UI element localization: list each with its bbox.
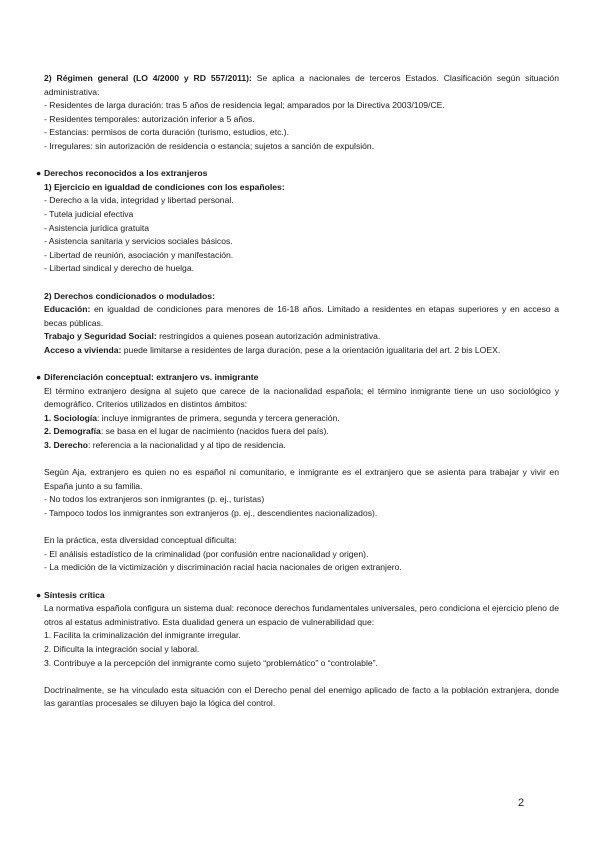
list-item: - No todos los extranjeros son inmigrantes (p. ej., turistas) xyxy=(44,494,265,505)
criterio-demografia xyxy=(44,425,559,439)
term-label: 1. Sociología xyxy=(44,412,98,423)
term-text: restringidos a quienes posean autorización administrativa. xyxy=(156,331,381,342)
diferenciacion-intro: El término extranjero designa al sujeto que carece de la nacionalidad española; el término inmigrante tiene un uso sociológico y demográfico. Criterios utilizados en distintos ámbitos: xyxy=(44,385,559,410)
list-item: - La medición de la victimización y discriminación racial hacia nacionales de origen extranjero. xyxy=(44,562,402,573)
doctrina-paragraph: Doctrinalmente, se ha vinculado esta situación con el Derecho penal del enemigo aplicado de facto a la población extranjera, donde las garantías procesales se diluyen bajo la lógica del control. xyxy=(44,684,559,709)
list-item: 1. Facilita la criminalización del inmigrante irregular. xyxy=(44,630,241,641)
list-item: - Derecho a la vida, integridad y libertad personal. xyxy=(44,195,234,206)
criterio-sociologia xyxy=(44,412,559,426)
section-heading-text: Derechos reconocidos a los extranjeros xyxy=(44,168,208,179)
list-item: - Tampoco todos los inmigrantes son extranjeros (p. ej., descendientes nacionalizados). xyxy=(44,508,378,518)
list-item: - Libertad sindical y derecho de huelga. xyxy=(44,263,195,274)
regimen-text: Se aplica a nacionales de terceros Estados. Clasificación según situación administrativa: xyxy=(44,73,559,97)
list-item: - Tutela judicial efectiva xyxy=(44,208,134,219)
subheading-condicionados xyxy=(44,290,559,304)
list-item: - Residentes de larga duración: tras 5 años de residencia legal; amparados por la Directiva 2003/109/CE. xyxy=(44,100,445,111)
section-heading-sintesis xyxy=(36,589,551,603)
page-content xyxy=(36,72,559,711)
practica-paragraph: En la práctica, esta diversidad conceptual dificulta: xyxy=(44,535,237,546)
subheading-text: 2) Derechos condicionados o modulados: xyxy=(44,290,215,301)
term-text: : referencia a la nacionalidad y al tipo de residencia. xyxy=(87,440,286,451)
sintesis-intro: La normativa española configura un sistema dual: reconoce derechos fundamentales universales, pero condiciona el ejercicio pleno de otros al estatus administrativo. Esta dualidad genera un espacio de vulnerabilidad que: xyxy=(44,603,559,627)
bullet-icon: ● xyxy=(36,589,42,600)
term-label: 3. Derecho xyxy=(44,440,88,451)
term-label: Acceso a vivienda: xyxy=(44,344,122,355)
term-label: Educación: xyxy=(44,304,91,315)
section-heading-text: Diferenciación conceptual: extranjero vs. inmigrante xyxy=(44,372,259,383)
list-item: - Libertad de reunión, asociación y manifestación. xyxy=(44,249,234,260)
aja-paragraph: Según Aja, extranjero es quien no es español ni comunitario, e inmigrante es el extranjero que se asienta para trabajar y vivir en España junto a su familia. xyxy=(44,467,559,491)
term-text: en igualdad de condiciones para menores de 16-18 años. Limitado a residentes en etapas superiores y en acceso a becas públicas. xyxy=(44,304,559,328)
term-text: : se basa en el lugar de nacimiento (nacidos fuera del país). xyxy=(100,426,329,437)
list-item: - Estancias: permisos de corta duración (turismo, estudios, etc.). xyxy=(44,127,290,138)
regimen-title: 2) Régimen general (LO 4/2000 y RD 557/2011): xyxy=(44,73,252,83)
list-item: - Asistencia sanitaria y servicios sociales básicos. xyxy=(44,236,233,247)
section-heading-derechos xyxy=(36,167,551,181)
list-item: 2. Dificulta la integración social y laboral. xyxy=(44,643,200,654)
vivienda-paragraph xyxy=(44,344,559,358)
bullet-icon: ● xyxy=(36,372,42,383)
list-item: 3. Contribuye a la percepción del inmigrante como sujeto “problemático” o “controlable”. xyxy=(44,657,378,668)
list-item: - Asistencia jurídica gratuita xyxy=(44,222,150,233)
term-text: puede limitarse a residentes de larga duración, pese a la orientación igualitaria del art. 2 bis LOEX. xyxy=(121,344,501,355)
bullet-icon: ● xyxy=(36,168,42,179)
term-label: 2. Demografía xyxy=(44,426,101,437)
subheading-text: 1) Ejercicio en igualdad de condiciones con los españoles: xyxy=(44,181,285,192)
subheading-igualdad xyxy=(44,181,559,195)
trabajo-paragraph xyxy=(44,330,559,344)
regimen-paragraph xyxy=(44,72,559,99)
list-item: - Irregulares: sin autorización de residencia o estancia; sujetos a sanción de expulsión. xyxy=(44,140,375,151)
section-heading-diferenciacion xyxy=(36,371,551,385)
list-item: - El análisis estadístico de la criminalidad (por confusión entre nacionalidad y origen). xyxy=(44,548,369,559)
list-item: - Residentes temporales: autorización inferior a 5 años. xyxy=(44,113,255,124)
term-label: Trabajo y Seguridad Social: xyxy=(44,331,157,342)
section-heading-text: Síntesis crítica xyxy=(44,589,105,600)
educacion-paragraph xyxy=(44,303,559,330)
page-number: 2 xyxy=(518,797,525,809)
criterio-derecho xyxy=(44,439,559,453)
term-text: : incluye inmigrantes de primera, segunda y tercera generación. xyxy=(97,412,340,423)
